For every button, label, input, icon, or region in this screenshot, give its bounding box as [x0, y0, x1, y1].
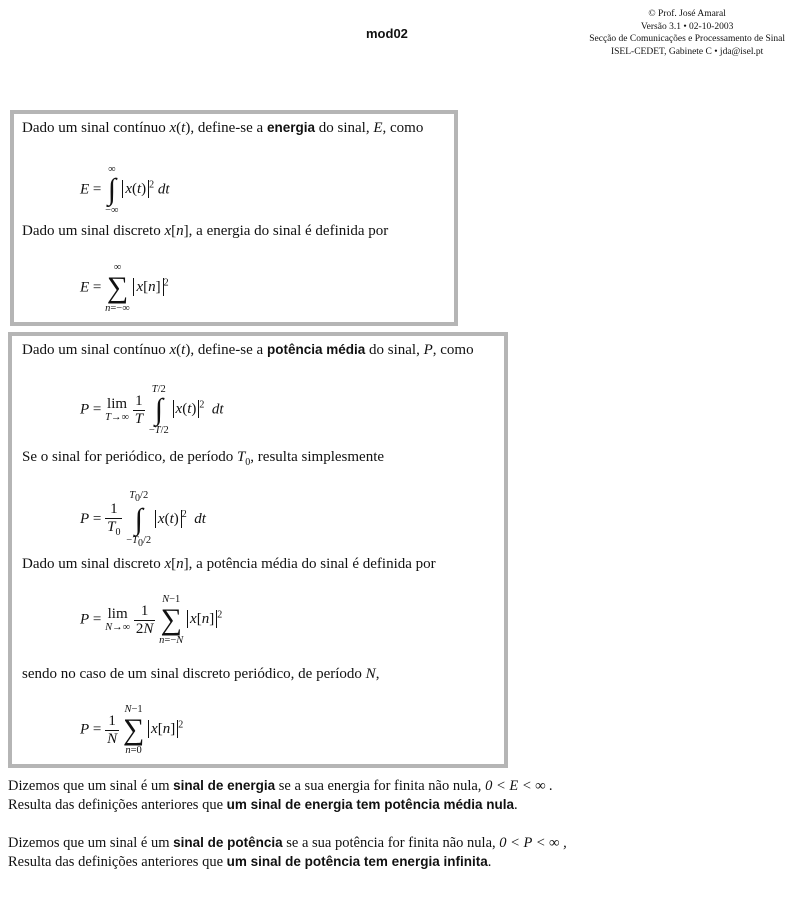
- contact-line: ISEL-CEDET, Gabinete C • jda@isel.pt: [610, 46, 764, 57]
- energy-continuous-equation: E = ∞ ∫ −∞ x(t) $^2$ dt: [80, 164, 170, 217]
- energy-signal-statement: Dizemos que um sinal é um sinal de energia se a sua energia for finita não nula, 0 < E < ∞ .: [8, 778, 553, 794]
- power-signal-statement: Dizemos que um sinal é um sinal de potência se a sua potência for finita não nula, 0 < P < ∞ ,: [8, 835, 567, 851]
- power-periodic-equation: P = $\frac{1}{T_0}$ $T_0/2$ ∫ $-T_0/2$ x(t) $^2$ dt: [80, 490, 206, 549]
- power-discrete-equation: P = lim N→∞ $\frac{1}{2N}$ N−1 ∑ n=−N x[n] $^2$: [80, 594, 223, 647]
- power-continuous-equation: P = lim T→∞ $\frac{1}{T}$ T/2 ∫ −T/2 x(t) $^2$ dt: [80, 384, 224, 437]
- power-periodic-text: Se o sinal for periódico, de período $T_0$, resulta simplesmente: [22, 449, 385, 468]
- energy-continuous-text: Dado um sinal contínuo x(t), define-se a energia do sinal, E, como: [22, 120, 424, 136]
- section-line: Secção de Comunicações e Processamento de Sinal: [589, 34, 785, 44]
- power-continuous-text: Dado um sinal contínuo x(t), define-se a potência média do sinal, P, como: [22, 342, 474, 358]
- document-title: mod02: [366, 26, 408, 41]
- energy-signal-conclusion: Resulta das definições anteriores que um sinal de energia tem potência média nula.: [8, 797, 518, 813]
- power-discrete-text: Dado um sinal discreto x[n], a potência média do sinal é definida por: [22, 556, 436, 572]
- header-info: [589, 8, 785, 58]
- author-line: © Prof. José Amaral: [648, 9, 726, 19]
- energy-definition-box: [10, 110, 458, 326]
- power-periodic-discrete-equation: P = $\frac{1}{N}$ N−1 ∑ n=0 x[n] $^2$: [80, 704, 184, 757]
- energy-discrete-equation: E = ∞ ∑ n=−∞ x[n] $^2$: [80, 262, 169, 315]
- version-line: Versão 3.1 • 02-10-2003: [640, 21, 734, 32]
- power-periodic-discrete-text: sendo no caso de um sinal discreto periódico, de período N,: [22, 666, 380, 682]
- energy-discrete-text: Dado um sinal discreto x[n], a energia do sinal é definida por: [22, 223, 389, 239]
- power-signal-conclusion: Resulta das definições anteriores que um sinal de potência tem energia infinita.: [8, 854, 492, 870]
